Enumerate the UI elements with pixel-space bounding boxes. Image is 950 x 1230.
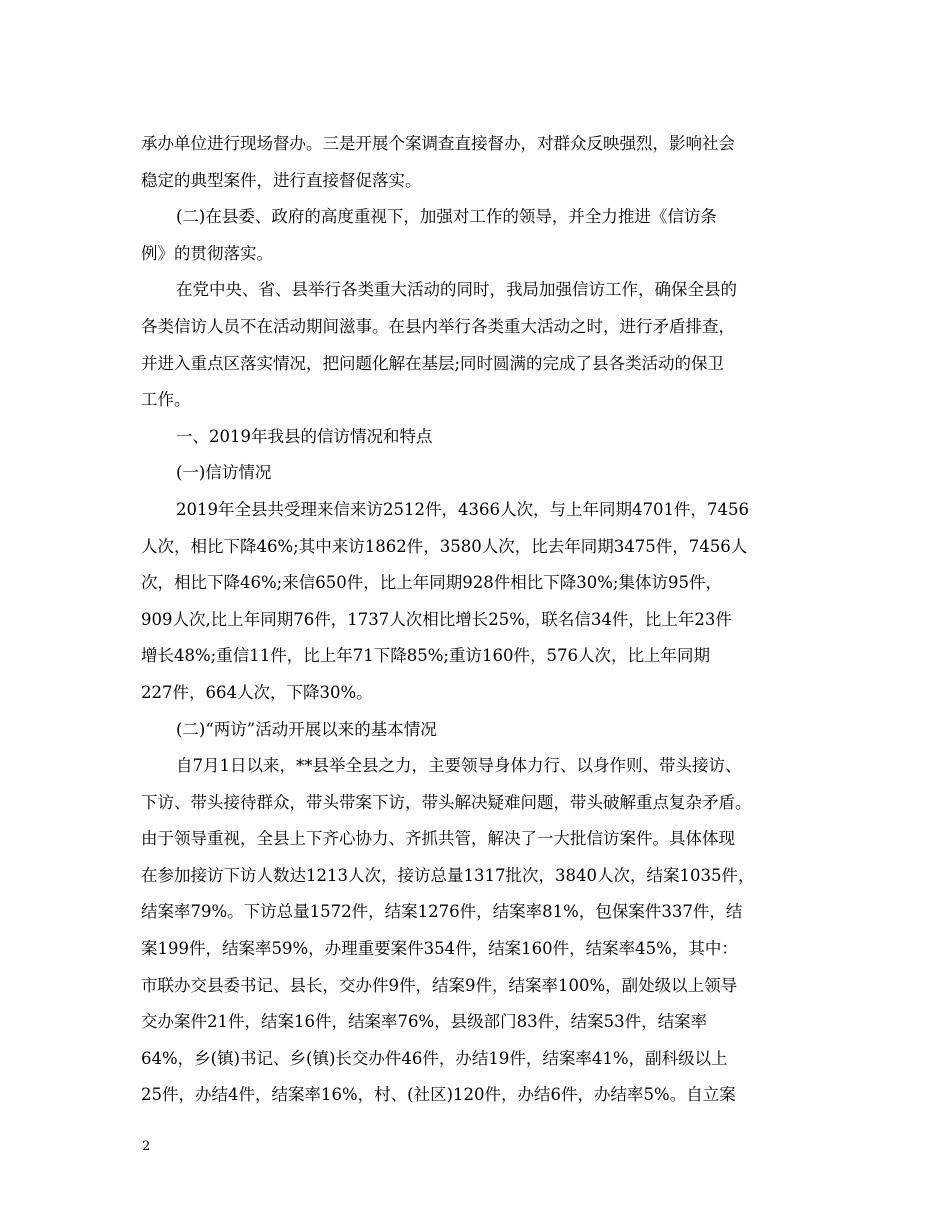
text-line: 自7月1日以来，**县举全县之力，主要领导身体力行、以身作则、带头接访、	[176, 756, 742, 776]
text-line: 结案率79%。下访总量1572件，结案1276件，结案率81%，包保案件337件，结	[141, 902, 743, 922]
text-line: 909人次,比上年同期76件，1737人次相比增长25%，联名信34件，比上年23件	[141, 609, 732, 629]
text-line: 案199件，结案率59%，办理重要案件354件，结案160件，结案率45%，其中：	[141, 939, 738, 959]
page-number: 2	[142, 1139, 151, 1154]
text-line: 下访、带头接待群众，带头带案下访，带头解决疑难问题，带头破解重点复杂矛盾。	[141, 792, 752, 812]
text-line: 并进入重点区落实情况，把问题化解在基层;同时圆满的完成了县各类活动的保卫	[141, 353, 725, 373]
text-line: 工作。	[141, 390, 191, 410]
text-line: 在参加接访下访人数达1213人次，接访总量1317批次，3840人次，结案1035件，	[141, 865, 755, 885]
text-line: 227件，664人次，下降30%。	[141, 682, 373, 702]
text-line: 市联办交县委书记、县长，交办件9件，结案9件，结案率100%，副处级以上领导	[141, 975, 738, 995]
text-line: 64%，乡(镇)书记、乡(镇)长交办件46件，办结19件，结案率41%，副科级以上	[141, 1048, 728, 1068]
text-line: (二)“两访”活动开展以来的基本情况	[176, 719, 437, 739]
text-line: 各类信访人员不在活动期间滋事。在县内举行各类重大活动之时，进行矛盾排查，	[141, 316, 735, 336]
text-line: 稳定的典型案件，进行直接督促落实。	[141, 170, 422, 190]
text-line: 次，相比下降46%;来信650件，比上年同期928件相比下降30%;集体访95件，	[141, 573, 722, 593]
text-line: (二)在县委、政府的高度重视下，加强对工作的领导，并全力推进《信访条	[176, 207, 717, 227]
text-line: (一)信访情况	[176, 463, 272, 483]
text-line: 例》的贯彻落实。	[141, 243, 273, 263]
text-line: 增长48%;重信11件，比上年71下降85%;重访160件，576人次，比上年同期	[141, 646, 710, 666]
text-line: 人次，相比下降46%;其中来访1862件，3580人次，比去年同期3475件，7456人	[141, 536, 748, 556]
text-line: 由于领导重视，全县上下齐心协力、齐抓共管，解决了一大批信访案件。具体体现	[141, 829, 735, 849]
text-line: 一、2019年我县的信访情况和特点	[176, 426, 433, 446]
text-line: 25件，办结4件，结案率16%，村、(社区)120件，办结6件，办结率5%。自立案	[141, 1085, 736, 1105]
text-line: 交办案件21件，结案16件，结案率76%，县级部门83件，结案53件，结案率	[141, 1012, 708, 1032]
document-body	[141, 126, 821, 1114]
text-line: 承办单位进行现场督办。三是开展个案调查直接督办，对群众反映强烈，影响社会	[141, 134, 735, 153]
text-line: 在党中央、省、县举行各类重大活动的同时，我局加强信访工作，确保全县的	[176, 280, 737, 300]
text-line: 2019年全县共受理来信来访2512件，4366人次，与上年同期4701件，7456	[176, 499, 749, 519]
